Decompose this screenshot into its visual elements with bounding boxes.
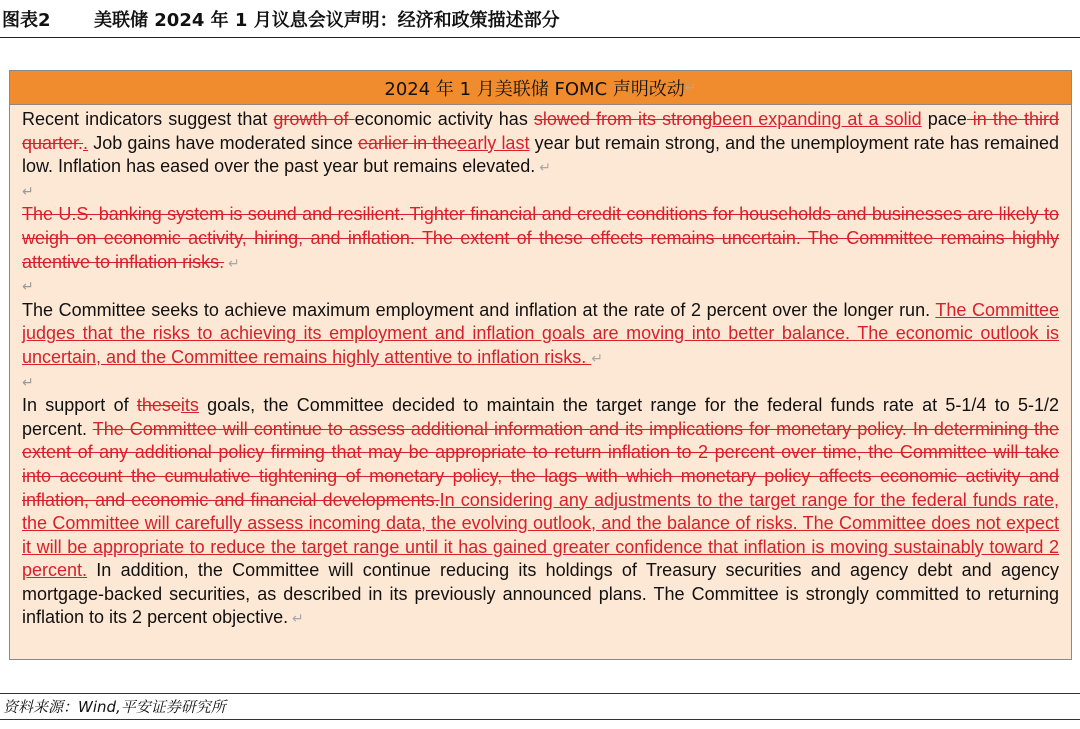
blank-line: ↵ (22, 182, 34, 199)
statement-text: In support of (22, 395, 137, 416)
return-mark-icon: ↵ (684, 79, 697, 96)
blank-line: ↵ (22, 373, 34, 390)
inserted-text: early last (457, 132, 530, 153)
source-note (0, 693, 1080, 720)
paragraph-mandate (22, 299, 1059, 371)
return-mark-icon: ↵ (288, 610, 304, 627)
statement-panel (9, 70, 1072, 660)
paragraph-economy (22, 108, 1059, 180)
paragraph-policy (22, 394, 1059, 631)
figure-title: 美联储 2024 年 1 月议息会议声明：经济和政策描述部分 (94, 9, 560, 31)
panel-body (10, 105, 1071, 631)
deleted-text: The U.S. banking system is sound and resilient. Tighter financial and credit conditions for households and businesses are likely to weigh on economic activity, hiring, and inflation. The extent of these effects remains uncertain. The Committee remains highly attentive to inflation risks. (22, 204, 1059, 272)
inserted-text: its (180, 395, 199, 416)
inserted-text: been expanding at a solid (712, 109, 922, 129)
statement-text: The Committee seeks to achieve maximum employment and inflation at the rate of 2 percent over the longer run. (22, 299, 936, 320)
inserted-text: In considering any adjustments to the target range for the federal funds rate, the Committee will carefully assess incoming data, the evolving outlook, and the balance of risks. The Committee does not expect it will be appropriate to reduce the target range until it has gained greater confidence that inflation is moving sustainably toward 2 percent. (22, 489, 1059, 581)
deleted-text: earlier in the (357, 132, 458, 153)
deleted-text: in the third quarter. (22, 109, 1059, 153)
figure-header (0, 0, 1080, 38)
statement-text: goals, the Committee decided to maintain the target range for the federal funds rate at 5-1/4 to 5-1/2 percent. (22, 395, 1059, 439)
statement-text: economic activity has (354, 109, 534, 129)
deleted-text: slowed from its strong (533, 109, 713, 129)
statement-text: pace (921, 109, 967, 129)
statement-text: Job gains have moderated since (88, 132, 358, 153)
deleted-text: growth of (273, 109, 355, 129)
panel-title-text: 2024 年 1 月美联储 FOMC 声明改动 (384, 78, 685, 100)
return-mark-icon: ↵ (535, 159, 551, 176)
deleted-text: The Committee will continue to assess additional information and its implications for monetary policy. In determining the extent of any additional policy firming that may be appropriate to return inflation to 2 percent over time, the Committee will take into account the cumulative tightening of monetary policy, the lags with which monetary policy affects economic activity and inflation, and economic and financial developments. (22, 418, 1059, 510)
statement-text: year but remain strong, and the unemployment rate has remained low. Inflation has eased over the past year but remains elevated. (22, 132, 1059, 177)
return-mark-icon: ↵ (591, 349, 604, 366)
paragraph-banking (22, 203, 1059, 275)
inserted-text: . (83, 132, 89, 153)
statement-text: Recent indicators suggest that (22, 109, 274, 129)
panel-title (10, 71, 1071, 105)
deleted-text: these (136, 395, 181, 416)
statement-text: In addition, the Committee will continue reducing its holdings of Treasury securities and agency debt and agency mortgage-backed securities, as described in its previously announced plans. The Committee is strongly committed to returning inflation to its 2 percent objective. (22, 560, 1059, 628)
return-mark-icon: ↵ (224, 254, 240, 271)
inserted-text: The Committee judges that the risks to achieving its employment and inflation goals are moving into better balance. The economic outlook is uncertain, and the Committee remains highly attentive to inflation risks. (22, 299, 1059, 367)
blank-line: ↵ (22, 278, 34, 295)
source-text: 资料来源：Wind,平安证券研究所 (3, 698, 226, 716)
figure-label: 图表2 (2, 9, 51, 31)
